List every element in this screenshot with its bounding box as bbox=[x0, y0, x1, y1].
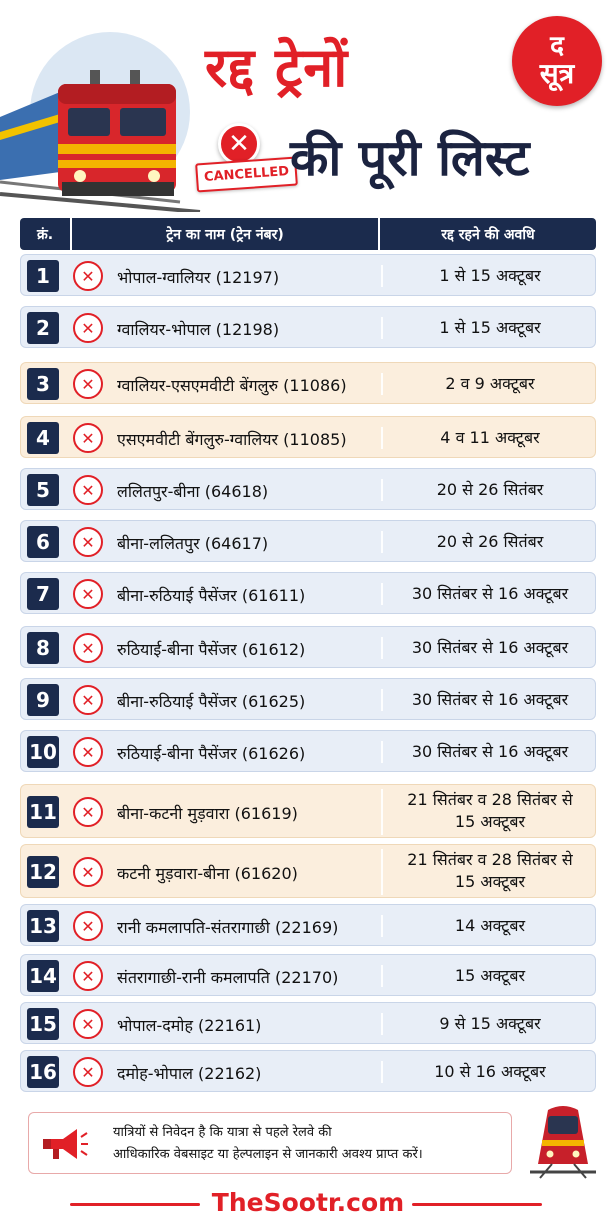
notice-text bbox=[113, 1122, 509, 1166]
cancel-x-icon: ✕ bbox=[73, 369, 103, 399]
cancel-x-icon: ✕ bbox=[73, 633, 103, 663]
cancel-duration: 10 से 16 अक्टूबर bbox=[381, 1061, 597, 1083]
table-row bbox=[20, 784, 596, 838]
cancel-x-icon: ✕ bbox=[73, 797, 103, 827]
train-name: संतरागाछी-रानी कमलापति (22170) bbox=[117, 968, 339, 987]
cancel-x-icon: ✕ bbox=[73, 475, 103, 505]
cancel-x-icon: ✕ bbox=[73, 423, 103, 453]
logo-top-text: द bbox=[550, 31, 564, 61]
cancel-duration: 1 से 15 अक्टूबर bbox=[381, 317, 597, 339]
table-row bbox=[20, 730, 596, 772]
notice-line-1: यात्रियों से निवेदन है कि यात्रा से पहले रेलवे की bbox=[113, 1125, 332, 1140]
brand-logo bbox=[512, 16, 602, 106]
row-number: 6 bbox=[27, 526, 59, 558]
cancel-duration: 9 से 15 अक्टूबर bbox=[381, 1013, 597, 1035]
notice-line-2: आधिकारिक वेबसाइट या हेल्पलाइन से जानकारी अवश्य प्राप्त करें। bbox=[113, 1147, 423, 1162]
train-name: एसएमवीटी बेंगलुरु-ग्वालियर (11085) bbox=[117, 430, 347, 449]
cancel-duration: 14 अक्टूबर bbox=[381, 915, 597, 937]
table-row bbox=[20, 626, 596, 668]
train-engine-icon bbox=[0, 22, 210, 212]
row-number: 7 bbox=[27, 578, 59, 610]
row-number: 10 bbox=[27, 736, 59, 768]
page-title: रद्द ट्रेनों bbox=[205, 36, 349, 99]
row-number: 9 bbox=[27, 684, 59, 716]
column-header-number: क्रं. bbox=[20, 218, 72, 250]
cancel-duration: 21 सितंबर व 28 सितंबर से 15 अक्टूबर bbox=[381, 849, 597, 895]
train-name: दमोह-भोपाल (22162) bbox=[117, 1064, 262, 1083]
train-name: बीना-ललितपुर (64617) bbox=[117, 534, 269, 553]
cancel-x-icon: ✕ bbox=[73, 261, 103, 291]
cancel-duration: 30 सितंबर से 16 अक्टूबर bbox=[381, 637, 597, 659]
cancel-duration: 21 सितंबर व 28 सितंबर से 15 अक्टूबर bbox=[381, 789, 597, 835]
table-row bbox=[20, 520, 596, 562]
header bbox=[0, 0, 616, 215]
column-header-train-name: ट्रेन का नाम (ट्रेन नंबर) bbox=[72, 218, 380, 250]
table-row bbox=[20, 416, 596, 458]
cancel-x-icon: ✕ bbox=[73, 857, 103, 887]
row-number: 11 bbox=[27, 796, 59, 828]
row-number: 3 bbox=[27, 368, 59, 400]
table-row bbox=[20, 572, 596, 614]
cancel-duration: 2 व 9 अक्टूबर bbox=[381, 373, 597, 395]
table-row bbox=[20, 904, 596, 946]
row-number: 8 bbox=[27, 632, 59, 664]
table-row bbox=[20, 954, 596, 996]
table-row bbox=[20, 678, 596, 720]
train-name: बीना-कटनी मुड़वारा (61619) bbox=[117, 804, 298, 823]
train-name: कटनी मुड़वारा-बीना (61620) bbox=[117, 864, 298, 883]
train-name: ललितपुर-बीना (64618) bbox=[117, 482, 269, 501]
cancel-duration: 30 सितंबर से 16 अक्टूबर bbox=[381, 583, 597, 605]
site-url[interactable]: TheSootr.com bbox=[211, 1188, 405, 1217]
cancel-x-icon: ✕ bbox=[73, 961, 103, 991]
cancel-x-icon: ✕ bbox=[73, 737, 103, 767]
table-row bbox=[20, 254, 596, 296]
cancel-x-icon: ✕ bbox=[73, 911, 103, 941]
cancelled-stamp: CANCELLED bbox=[195, 157, 298, 193]
table-header bbox=[20, 218, 596, 250]
row-number: 5 bbox=[27, 474, 59, 506]
footer-divider-right bbox=[412, 1203, 542, 1206]
row-number: 13 bbox=[27, 910, 59, 942]
page-subtitle: की पूरी लिस्ट bbox=[290, 129, 530, 187]
cancel-duration: 30 सितंबर से 16 अक्टूबर bbox=[381, 741, 597, 763]
train-name: बीना-रुठियाई पैसेंजर (61611) bbox=[117, 586, 306, 605]
train-name: ग्वालियर-भोपाल (12198) bbox=[117, 320, 280, 339]
row-number: 4 bbox=[27, 422, 59, 454]
table-row bbox=[20, 362, 596, 404]
train-name: भोपाल-ग्वालियर (12197) bbox=[117, 268, 280, 287]
cancel-x-icon: ✕ bbox=[218, 123, 260, 165]
megaphone-icon bbox=[41, 1125, 89, 1163]
train-name: रानी कमलापति-संतरागाछी (22169) bbox=[117, 918, 339, 937]
train-name: बीना-रुठियाई पैसेंजर (61625) bbox=[117, 692, 306, 711]
train-name: रुठियाई-बीना पैसेंजर (61626) bbox=[117, 744, 306, 763]
cancel-duration: 1 से 15 अक्टूबर bbox=[381, 265, 597, 287]
table-row bbox=[20, 844, 596, 898]
notice-box bbox=[28, 1112, 512, 1174]
cancel-duration: 20 से 26 सितंबर bbox=[381, 479, 597, 501]
cancel-duration: 4 व 11 अक्टूबर bbox=[381, 427, 597, 449]
table-row bbox=[20, 1050, 596, 1092]
cancel-x-icon: ✕ bbox=[73, 579, 103, 609]
row-number: 14 bbox=[27, 960, 59, 992]
row-number: 16 bbox=[27, 1056, 59, 1088]
cancel-x-icon: ✕ bbox=[73, 1057, 103, 1087]
table-row bbox=[20, 468, 596, 510]
train-name: भोपाल-दमोह (22161) bbox=[117, 1016, 262, 1035]
row-number: 15 bbox=[27, 1008, 59, 1040]
column-header-duration: रद्द रहने की अवधि bbox=[441, 226, 535, 243]
cancel-duration: 30 सितंबर से 16 अक्टूबर bbox=[381, 689, 597, 711]
logo-bottom-text: सूत्र bbox=[539, 57, 575, 90]
train-name: रुठियाई-बीना पैसेंजर (61612) bbox=[117, 640, 306, 659]
table-row bbox=[20, 306, 596, 348]
row-number: 1 bbox=[27, 260, 59, 292]
row-number: 12 bbox=[27, 856, 59, 888]
train-name: ग्वालियर-एसएमवीटी बेंगलुरु (11086) bbox=[117, 376, 347, 395]
row-number: 2 bbox=[27, 312, 59, 344]
cancel-duration: 15 अक्टूबर bbox=[381, 965, 597, 987]
cancel-x-icon: ✕ bbox=[73, 1009, 103, 1039]
cancel-x-icon: ✕ bbox=[73, 685, 103, 715]
cancel-x-icon: ✕ bbox=[73, 527, 103, 557]
cancel-duration: 20 से 26 सितंबर bbox=[381, 531, 597, 553]
table-row bbox=[20, 1002, 596, 1044]
metro-train-icon bbox=[526, 1102, 600, 1180]
cancel-x-icon: ✕ bbox=[73, 313, 103, 343]
